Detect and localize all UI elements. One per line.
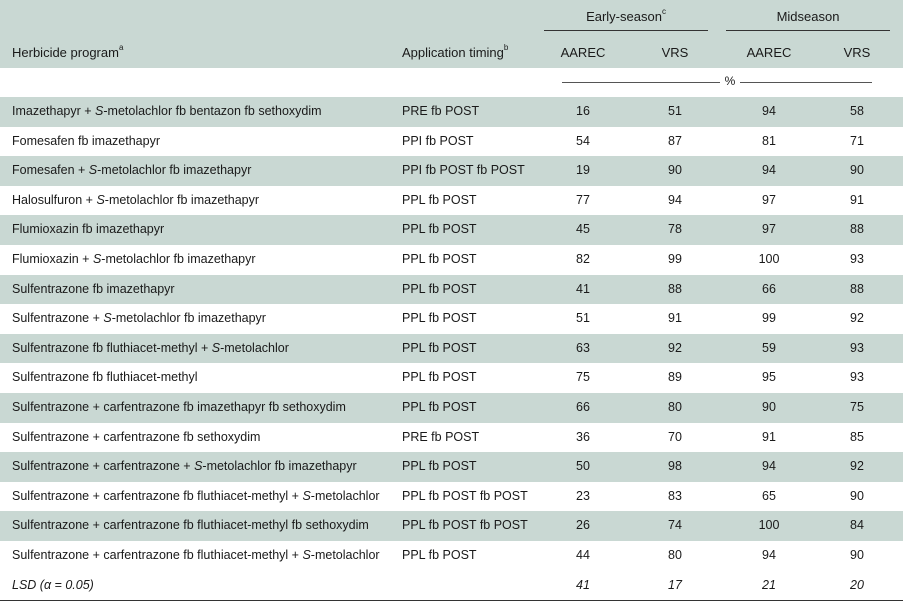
midseason-group-header: Midseason [776, 9, 840, 24]
unit-row [0, 68, 903, 97]
herbicide-program-header: Herbicide program$^a$ [12, 43, 124, 60]
table-row [0, 186, 903, 216]
timing-cell: PPI fb POST [402, 133, 474, 148]
timing-cell: PPL fb POST [402, 222, 477, 237]
table-row [0, 452, 903, 482]
program-cell: Fomesafen + S-metolachlor fb imazethapyr [12, 163, 252, 178]
lsd-early-aarec: 41 [576, 577, 590, 592]
program-cell: Sulfentrazone fb fluthiacet-methyl + S-metolachlor [12, 340, 289, 355]
early-season-rule [544, 30, 708, 31]
mid-aarec-cell: 100 [758, 518, 780, 533]
table-row [0, 541, 903, 571]
program-cell: Sulfentrazone + carfentrazone fb sethoxydim [12, 429, 261, 444]
mid-aarec-cell: 97 [762, 222, 776, 237]
mid-vrs-cell: 85 [850, 429, 864, 444]
mid-aarec-cell: 95 [762, 370, 776, 385]
table-row [0, 482, 903, 512]
early-aarec-cell: 54 [576, 133, 590, 148]
midseason-rule [726, 30, 890, 31]
program-cell: Sulfentrazone + carfentrazone fb fluthiacet-methyl + S-metolachlor [12, 547, 380, 562]
mid-aarec-cell: 91 [762, 429, 776, 444]
early-vrs-cell: 70 [668, 429, 682, 444]
timing-cell: PPL fb POST [402, 340, 477, 355]
mid-vrs-cell: 75 [850, 399, 864, 414]
table-row [0, 275, 903, 305]
early-vrs-cell: 94 [668, 192, 682, 207]
program-cell: Flumioxazin + S-metolachlor fb imazethapyr [12, 251, 256, 266]
mid-vrs-header: VRS [843, 45, 871, 60]
percent-unit: % [720, 74, 740, 88]
early-aarec-cell: 23 [576, 488, 590, 503]
table-row [0, 363, 903, 393]
early-aarec-cell: 19 [576, 163, 590, 178]
lsd-row [0, 571, 903, 601]
program-cell: Fomesafen fb imazethapyr [12, 133, 160, 148]
mid-vrs-cell: 90 [850, 488, 864, 503]
mid-aarec-cell: 66 [762, 281, 776, 296]
early-vrs-cell: 91 [668, 311, 682, 326]
early-vrs-cell: 99 [668, 251, 682, 266]
early-aarec-cell: 75 [576, 370, 590, 385]
mid-vrs-cell: 92 [850, 311, 864, 326]
early-aarec-cell: 36 [576, 429, 590, 444]
program-cell: Flumioxazin fb imazethapyr [12, 222, 165, 237]
early-aarec-cell: 63 [576, 340, 590, 355]
early-aarec-cell: 50 [576, 459, 590, 474]
early-aarec-cell: 45 [576, 222, 590, 237]
early-aarec-cell: 16 [576, 104, 590, 118]
program-cell: Sulfentrazone fb imazethapyr [12, 281, 175, 296]
program-cell: Halosulfuron + S-metolachlor fb imazethapyr [12, 192, 260, 207]
timing-cell: PPI fb POST fb POST [402, 163, 525, 178]
table-body [0, 97, 903, 571]
early-aarec-cell: 66 [576, 399, 590, 414]
early-season-group-header: Early-season$^c$ [586, 7, 666, 24]
early-aarec-cell: 51 [576, 311, 590, 326]
early-vrs-cell: 80 [668, 547, 682, 562]
program-cell: Sulfentrazone + carfentrazone fb fluthiacet-methyl fb sethoxydim [12, 518, 369, 533]
mid-vrs-cell: 84 [850, 518, 864, 533]
program-cell: Sulfentrazone + carfentrazone fb imazethapyr fb sethoxydim [12, 399, 346, 414]
mid-aarec-cell: 94 [762, 163, 776, 178]
timing-cell: PPL fb POST fb POST [402, 488, 528, 503]
mid-aarec-cell: 97 [762, 192, 776, 207]
table-row [0, 511, 903, 541]
table-row [0, 156, 903, 186]
early-aarec-cell: 82 [576, 251, 590, 266]
table-row [0, 245, 903, 275]
mid-aarec-cell: 59 [762, 340, 776, 355]
lsd-mid-vrs: 20 [850, 577, 864, 592]
table-row [0, 393, 903, 423]
program-cell: Sulfentrazone + carfentrazone fb fluthiacet-methyl + S-metolachlor [12, 488, 380, 503]
mid-aarec-header: AAREC [746, 45, 792, 60]
mid-vrs-cell: 93 [850, 340, 864, 355]
mid-vrs-cell: 88 [850, 281, 864, 296]
mid-vrs-cell: 71 [850, 133, 864, 148]
early-aarec-cell: 44 [576, 547, 590, 562]
mid-vrs-cell: 93 [850, 370, 864, 385]
early-aarec-cell: 26 [576, 518, 590, 533]
program-cell: Sulfentrazone fb fluthiacet-methyl [12, 370, 198, 385]
early-vrs-cell: 51 [668, 104, 682, 118]
lsd-early-vrs: 17 [668, 577, 682, 592]
timing-cell: PRE fb POST [402, 429, 480, 444]
early-vrs-cell: 89 [668, 370, 682, 385]
table-header [0, 0, 903, 68]
early-vrs-cell: 92 [668, 340, 682, 355]
mid-vrs-cell: 58 [850, 104, 864, 118]
mid-vrs-cell: 90 [850, 163, 864, 178]
early-vrs-cell: 98 [668, 459, 682, 474]
mid-aarec-cell: 94 [762, 459, 776, 474]
timing-cell: PPL fb POST [402, 547, 477, 562]
timing-cell: PPL fb POST [402, 281, 477, 296]
mid-aarec-cell: 94 [762, 547, 776, 562]
timing-cell: PPL fb POST [402, 370, 477, 385]
timing-cell: PPL fb POST [402, 459, 477, 474]
bottom-rule [0, 600, 903, 601]
table-row [0, 215, 903, 245]
table-row [0, 127, 903, 157]
timing-cell: PPL fb POST [402, 251, 477, 266]
lsd-mid-aarec: 21 [762, 577, 776, 592]
table-row [0, 334, 903, 364]
timing-cell: PPL fb POST [402, 311, 477, 326]
early-aarec-header: AAREC [560, 45, 606, 60]
early-vrs-cell: 78 [668, 222, 682, 237]
mid-aarec-cell: 90 [762, 399, 776, 414]
timing-cell: PRE fb POST [402, 104, 480, 118]
table-row [0, 423, 903, 453]
program-cell: Sulfentrazone + carfentrazone + S-metolachlor fb imazethapyr [12, 459, 357, 474]
unit-rule [562, 82, 872, 83]
timing-cell: PPL fb POST [402, 399, 477, 414]
timing-cell: PPL fb POST fb POST [402, 518, 528, 533]
mid-aarec-cell: 99 [762, 311, 776, 326]
mid-vrs-cell: 90 [850, 547, 864, 562]
early-vrs-cell: 87 [668, 133, 682, 148]
timing-cell: PPL fb POST [402, 192, 477, 207]
early-vrs-cell: 90 [668, 163, 682, 178]
early-vrs-cell: 74 [668, 518, 682, 533]
mid-vrs-cell: 93 [850, 251, 864, 266]
mid-vrs-cell: 88 [850, 222, 864, 237]
early-vrs-header: VRS [661, 45, 689, 60]
application-timing-header: Application timing$^b$ [402, 43, 509, 60]
mid-aarec-cell: 81 [762, 133, 776, 148]
early-vrs-cell: 83 [668, 488, 682, 503]
mid-vrs-cell: 91 [850, 192, 864, 207]
mid-vrs-cell: 92 [850, 459, 864, 474]
table-row [0, 304, 903, 334]
program-cell: Imazethapyr + S-metolachlor fb bentazon fb sethoxydim [12, 104, 322, 118]
early-vrs-cell: 88 [668, 281, 682, 296]
early-aarec-cell: 77 [576, 192, 590, 207]
early-aarec-cell: 41 [576, 281, 590, 296]
table-row [0, 97, 903, 127]
mid-aarec-cell: 94 [762, 104, 776, 118]
early-vrs-cell: 80 [668, 399, 682, 414]
lsd-label: LSD (α = 0.05) [12, 577, 94, 592]
mid-aarec-cell: 100 [758, 251, 780, 266]
mid-aarec-cell: 65 [762, 488, 776, 503]
program-cell: Sulfentrazone + S-metolachlor fb imazethapyr [12, 311, 266, 326]
